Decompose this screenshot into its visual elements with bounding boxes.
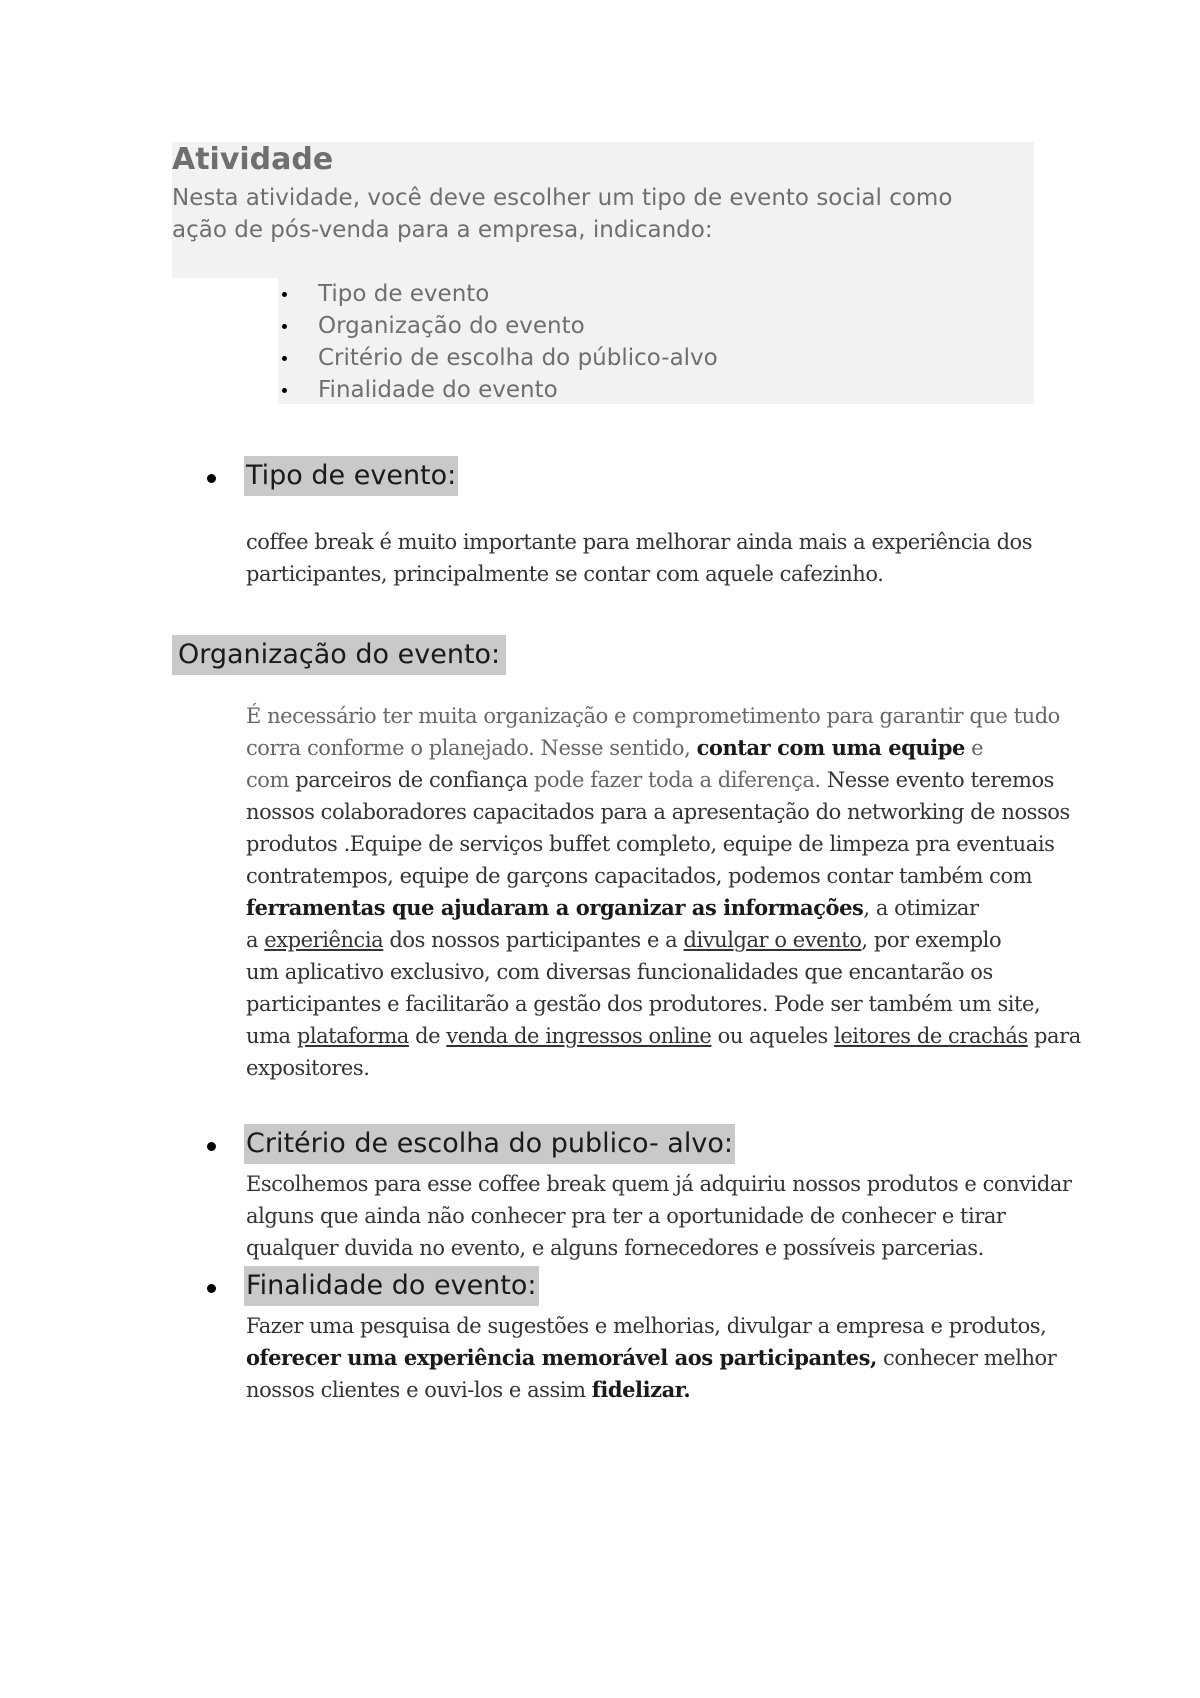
organizacao-paragraph: É necessário ter muita organização e comprometimento para garantir que tudo corra conforme o planejado. Nesse sentido, contar com uma equipe e com parceiros de confiança pode fazer toda a diferença. Nesse evento teremos nossos colaboradores capacitados para a apresentação do networking de nossos produtos .Equipe de serviços buffet completo, equipe de limpeza pra eventuais contratempos, equipe de garçons capacitados, podemos contar também com ferramentas que ajudaram a organizar as informações, a otimizar a experiência dos nossos participantes e a divulgar o evento, por exemplo um aplicativo exclusivo, com diversas funcionalidades que encantarão os participantes e facilitarão a gestão dos produtores. Pode ser também um site, uma plataforma de venda de ingressos online ou aqueles leitores de crachás para expositores. — [246, 704, 1081, 1080]
link-experiencia[interactable]: experiência — [264, 928, 384, 952]
link-venda-de-ingressos[interactable]: venda de ingressos online — [446, 1024, 712, 1048]
activity-list — [278, 278, 718, 406]
criterio-paragraph: Escolhemos para esse coffee break quem já adquiriu nossos produtos e convidar alguns que ainda não conhecer pra ter a oportunidade de conhecer e tirar qualquer duvida no evento, e alguns fornecedores e possíveis parcerias. — [246, 1172, 1072, 1260]
activity-intro-line: ação de pós-venda para a empresa, indicando: — [172, 217, 713, 243]
bullet-icon — [282, 292, 287, 297]
link-divulgar-o-evento[interactable]: divulgar o evento — [683, 928, 862, 952]
bullet-icon — [207, 1142, 216, 1151]
activity-intro — [172, 182, 1034, 246]
activity-list-item: Finalidade do evento — [278, 374, 718, 406]
link-plataforma[interactable]: plataforma — [296, 1024, 409, 1048]
heading-finalidade-do-evento: Finalidade do evento: — [244, 1266, 539, 1306]
bullet-icon — [282, 324, 287, 329]
heading-tipo-de-evento: Tipo de evento: — [244, 456, 458, 496]
activity-intro-line: Nesta atividade, você deve escolher um tipo de evento social como — [172, 185, 953, 211]
tipo-paragraph: coffee break é muito importante para melhorar ainda mais a experiência dos participantes, principalmente se contar com aquele cafezinho. — [246, 530, 1033, 586]
link-leitores-de-crachas[interactable]: leitores de crachás — [834, 1024, 1028, 1048]
heading-organizacao-do-evento: Organização do evento: — [172, 635, 506, 675]
activity-list-item: Organização do evento — [278, 310, 718, 342]
activity-list-item: Tipo de evento — [278, 278, 718, 310]
bullet-icon — [282, 356, 287, 361]
finalidade-paragraph: Fazer uma pesquisa de sugestões e melhorias, divulgar a empresa e produtos, oferecer uma experiência memorável aos participantes, conhecer melhor nossos clientes e ouvi-los e assim fidelizar. — [246, 1314, 1057, 1402]
bullet-icon — [207, 1284, 216, 1293]
heading-criterio-de-escolha: Critério de escolha do publico- alvo: — [244, 1124, 735, 1164]
bullet-icon — [282, 388, 287, 393]
activity-list-item: Critério de escolha do público-alvo — [278, 342, 718, 374]
bullet-icon — [207, 474, 216, 483]
activity-title: Atividade — [172, 142, 334, 177]
